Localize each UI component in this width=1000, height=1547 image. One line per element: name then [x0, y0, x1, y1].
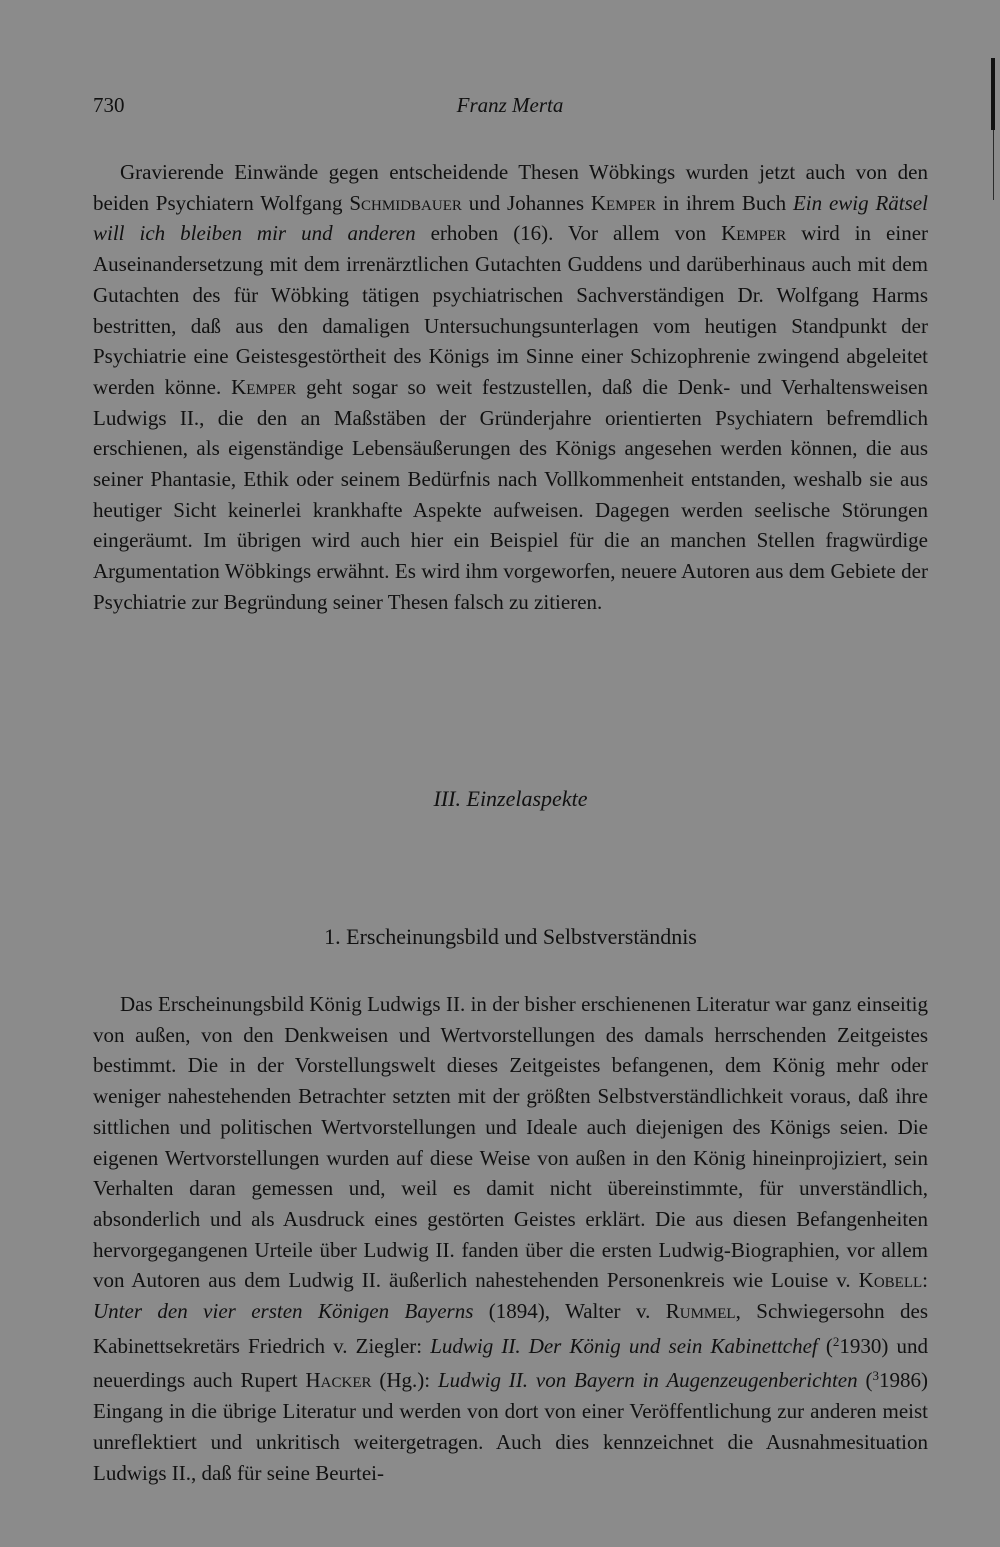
- author-name-hacker: Hacker: [305, 1368, 372, 1393]
- sub-heading: 1. Erscheinungsbild und Selbstverständnis: [324, 924, 697, 949]
- paragraph-2: [93, 989, 928, 1488]
- page-header: [93, 93, 927, 123]
- para2-text-5: (: [817, 1333, 833, 1358]
- para1-text-3: in ihrem Buch: [656, 190, 793, 215]
- book-title: Ein ewig Rätsel will ich bleiben mir und anderen: [93, 190, 928, 246]
- para2-text-8: (: [857, 1368, 873, 1393]
- para2-text-9: 1986) Eingang in die übrige Literatur und werden von dort von einer Veröffentlichung zur anderen meist unreflektiert und unkritisch weitergetragen. Auch dies kennzeichnet die Ausnahmesituation Ludwigs II., daß für seine Beurtei-: [93, 1368, 928, 1485]
- section-heading: III. Einzelaspekte: [433, 786, 588, 811]
- author-name-kemper: Kemper: [231, 374, 297, 399]
- para1-text-2: und Johannes: [461, 190, 591, 215]
- page-number: 730: [93, 93, 125, 117]
- edition-superscript: 3: [872, 1368, 879, 1384]
- running-head: Franz Merta: [456, 93, 564, 117]
- author-name-kemper: Kemper: [590, 190, 657, 215]
- book-title: Ludwig II. Der König und sein Kabinettchef: [430, 1333, 818, 1358]
- para2-text-6: 1930) und neuerdings auch Rupert: [93, 1333, 928, 1393]
- para2-text-4: , Schwiegersohn des Kabinettsekretärs Friedrich v. Ziegler:: [93, 1299, 928, 1358]
- para2-text-3: (1894), Walter v.: [473, 1299, 666, 1324]
- para2-text-1: Das Erscheinungsbild König Ludwigs II. in der bisher erschienenen Literatur war ganz einseitig von außen, von den Denkweisen und Wertvorstellungen des damals herrschenden Zeitgeistes bestimmt. Die in der Vorstellungswelt dieses Zeitgeistes befangenen, dem König mehr oder weniger nahestehenden Betrachter setzten mit der größten Selbstverständlichkeit voraus, daß ihre sittlichen und politischen Wertvorstellungen und Ideale auch diejenigen des Königs seien. Die eigenen Wertvorstellungen wurden auf diese Weise von außen in den König hineinprojiziert, sein Verhalten daran gemessen und, weil es damit nicht übereinstimmte, für unverständlich, absonderlich und als Ausdruck eines gestörten Geistes erklärt. Die aus diesen Befangenheiten hervorgegangenen Urteile über Ludwig II. fanden über die ersten Ludwig-Biographien, vor allem von Autoren aus dem Ludwig II. äußerlich nahestehenden Personenkreis wie Louise v.: [93, 992, 928, 1293]
- book-title: Unter den vier ersten Königen Bayerns: [93, 1299, 474, 1324]
- author-name-kobell: Kobell: [858, 1268, 923, 1293]
- edition-superscript: 2: [832, 1333, 840, 1349]
- para2-text-7: (Hg.):: [371, 1368, 438, 1393]
- paragraph-1: [93, 157, 928, 618]
- author-name-schmidbauer: Schmidbauer: [349, 190, 462, 215]
- page-edge-line: [993, 130, 994, 200]
- author-name-kemper: Kemper: [721, 221, 787, 246]
- para1-text-5: wird in einer Auseinandersetzung mit dem irrenärztlichen Gutachten Guddens und darüberhinaus auch mit dem Gutachten des für Wöbking tätigen psychiatrischen Sachverständigen Dr. Wolfgang Harms bestritten, daß aus den damaligen Untersuchungsunterlagen vom heutigen Standpunkt der Psychiatrie eine Geistesgestörtheit des Königs im Sinne einer Schizophrenie zwingend abgeleitet werden könne.: [93, 221, 929, 399]
- para1-text-1: Gravierende Einwände gegen entscheidende Thesen Wöbkings wurden jetzt auch von den beiden Psychiatern Wolfgang: [93, 160, 928, 215]
- para2-text-2: :: [922, 1268, 928, 1293]
- page-edge-mark: [991, 58, 995, 130]
- book-title: Ludwig II. von Bayern in Augenzeugenberichten: [437, 1368, 858, 1393]
- para1-text-6: geht sogar so weit festzustellen, daß die Denk- und Verhaltensweisen Ludwigs II., die den an Maßstäben der Gründerjahre orientierten Psychiatern befremdlich erschienen, als eigenständige Lebensäußerungen des Königs angesehen werden können, die aus seiner Phantasie, Ethik oder seinem Bedürfnis nach Vollkommenheit entstanden, weshalb sie aus heutiger Sicht keinerlei krankhafte Aspekte aufweisen. Dagegen werden seelische Störungen eingeräumt. Im übrigen wird auch hier ein Beispiel für die an manchen Stellen fragwürdige Argumentation Wöbkings erwähnt. Es wird ihm vorgeworfen, neuere Autoren aus dem Gebiete der Psychiatrie zur Begründung seiner Thesen falsch zu zitieren.: [93, 374, 928, 614]
- para1-text-4: erhoben (16). Vor allem von: [415, 221, 722, 246]
- author-name-rummel: Rummel: [665, 1299, 736, 1324]
